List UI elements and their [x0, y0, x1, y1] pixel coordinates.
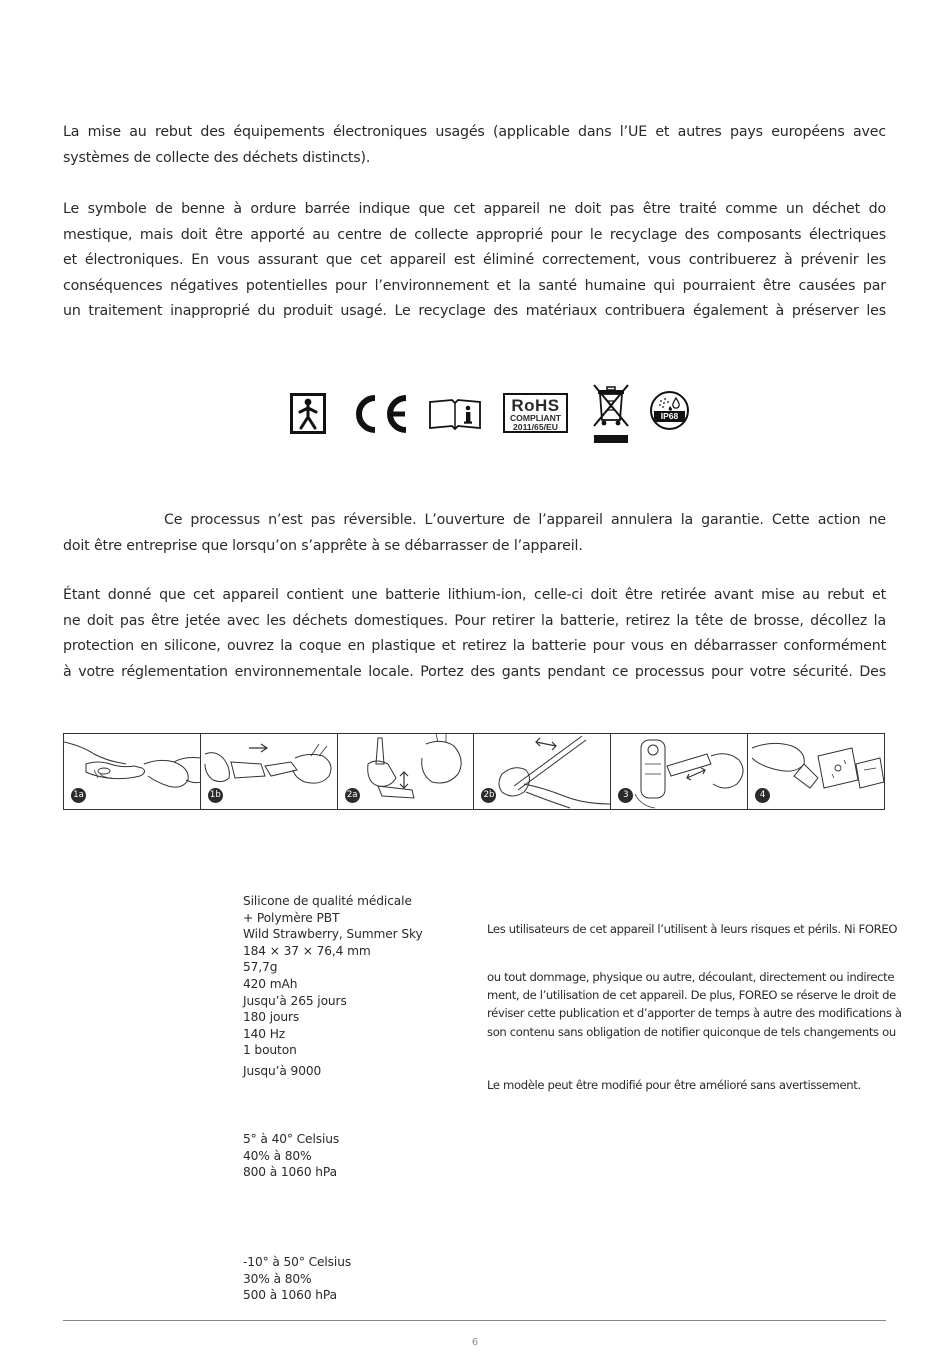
ip68-icon — [650, 391, 689, 430]
step-panel-4 — [748, 734, 884, 809]
weee-body-line: un traitement inapproprié du produit usagé. Le recyclage des matériaux contribuera également à préserver les — [63, 303, 886, 319]
spec-value: 500 à 1060 hPa — [243, 1288, 337, 1303]
spec-value: 1 bouton — [243, 1043, 297, 1058]
weee-intro-line: La mise au rebut des équipements électroniques usagés (applicable dans l’UE et autres pays européens avec — [63, 124, 886, 140]
disclaimer-block — [487, 968, 902, 1041]
disclaimer-line1 — [487, 920, 898, 938]
spec-value: 420 mAh — [243, 976, 298, 991]
step-badge: 4 — [755, 788, 770, 803]
step-panel-3 — [611, 734, 748, 809]
spec-value: 180 jours — [243, 1010, 300, 1025]
spec-value: 40% à 80% — [243, 1148, 312, 1163]
spec-value: Wild Strawberry, Summer Sky — [243, 927, 423, 942]
spec-value: 800 à 1060 hPa — [243, 1165, 337, 1180]
disclaimer-text: son contenu sans obligation de notifier quiconque de tels changements ou — [487, 1024, 896, 1039]
ce-mark-icon — [348, 394, 410, 434]
spec-value: -10° à 50° Celsius — [243, 1255, 352, 1269]
disclaimer-text: ment, de l’utilisation de cet appareil. De plus, FOREO se réserve le droit de — [487, 988, 896, 1003]
spec-value: + Polymère PBT — [243, 910, 340, 925]
disclaimer-text: réviser cette publication et d’apporter de temps à autre des modifications à — [487, 1006, 902, 1021]
spec-value: Jusqu’à 9000 — [243, 1064, 322, 1078]
specs-uses — [243, 1063, 321, 1080]
weee-body — [63, 197, 886, 325]
step-badge: 2b — [481, 788, 496, 803]
rohs-directive: 2011/65/EU — [513, 422, 558, 432]
battery-warning-line: doit être entreprise que lorsqu’on s’apprête à se débarrasser de l’appareil. — [63, 537, 583, 554]
weee-body-line: conséquences négatives potentielles pour l’environnement et la santé humaine qui pourraient être causées par — [63, 277, 886, 294]
step-panel-1b — [201, 734, 338, 809]
footer-rule — [63, 1320, 886, 1321]
spec-value: Jusqu’à 265 jours — [243, 993, 347, 1008]
crossed-bin-icon — [588, 380, 634, 446]
specs-storage — [243, 1254, 351, 1304]
specs-product — [243, 893, 423, 1059]
read-manual-icon — [428, 397, 482, 431]
spec-value: 5° à 40° Celsius — [243, 1132, 340, 1146]
specs-operating — [243, 1131, 339, 1181]
weee-body-line: mestique, mais doit être apporté au centre de collecte approprié pour le recyclage des composants électriques — [63, 226, 886, 243]
weee-intro — [63, 120, 886, 171]
weee-intro-line: systèmes de collecte des déchets distincts). — [63, 149, 371, 166]
spec-value: 30% à 80% — [243, 1271, 312, 1286]
battery-removal-line: protection en silicone, ouvrez la coque en plastique et retirez la batterie pour vous en débarrasser conformément — [63, 638, 886, 654]
battery-removal — [63, 583, 886, 685]
spec-value: 140 Hz — [243, 1026, 286, 1041]
step-panel-1a — [64, 734, 201, 809]
spec-value: 184 × 37 × 76,4 mm — [243, 943, 371, 958]
weee-body-line: Le symbole de benne à ordure barrée indique que cet appareil ne doit pas être traité comme un déchet do — [63, 201, 886, 217]
rohs-compliant: COMPLIANT — [509, 413, 562, 423]
step-badge: 1a — [71, 788, 86, 803]
weee-body-line: et électroniques. En vous assurant que cet appareil est éliminé correctement, vous contribuerez à prévenir les — [63, 252, 886, 268]
step-panel-2a — [338, 734, 475, 809]
disassembly-steps — [63, 733, 885, 810]
battery-warning-line: Ce processus n’est pas réversible. L’ouverture de l’appareil annulera la garantie. Cette action ne — [164, 512, 886, 528]
battery-removal-line: Étant donné que cet appareil contient une batterie lithium-ion, celle-ci doit être retirée avant mise au rebut et — [63, 587, 886, 603]
disclaimer-text: Le modèle peut être modifié pour être amélioré sans avertissement. — [487, 1078, 861, 1092]
battery-removal-line: ne doit pas être jetée avec les déchets domestiques. Pour retirer la batterie, retirez la tête de brosse, décollez la — [63, 612, 886, 629]
disclaimer-text: ou tout dommage, physique ou autre, découlant, directement ou indirecte — [487, 970, 895, 984]
step-panel-2b — [474, 734, 611, 809]
rohs-badge — [503, 393, 568, 433]
type-bf-icon — [290, 393, 326, 434]
step-badge: 2a — [345, 788, 360, 803]
spec-value: 57,7g — [243, 960, 278, 975]
disclaimer-text: Les utilisateurs de cet appareil l’utilisent à leurs risques et périls. Ni FOREO — [487, 922, 898, 936]
step-badge: 3 — [618, 788, 633, 803]
ip68-label: IP68 — [654, 411, 685, 422]
page-number: 6 — [471, 1337, 479, 1348]
battery-removal-line: à votre réglementation environnementale locale. Portez des gants pendant ce processus pour votre sécurité. Des — [63, 663, 886, 680]
disclaimer-modification — [487, 1076, 886, 1094]
battery-warning — [63, 508, 886, 559]
step-badge: 1b — [208, 788, 223, 803]
spec-value: Silicone de qualité médicale — [243, 894, 412, 908]
rohs-title: RoHS — [511, 396, 560, 415]
